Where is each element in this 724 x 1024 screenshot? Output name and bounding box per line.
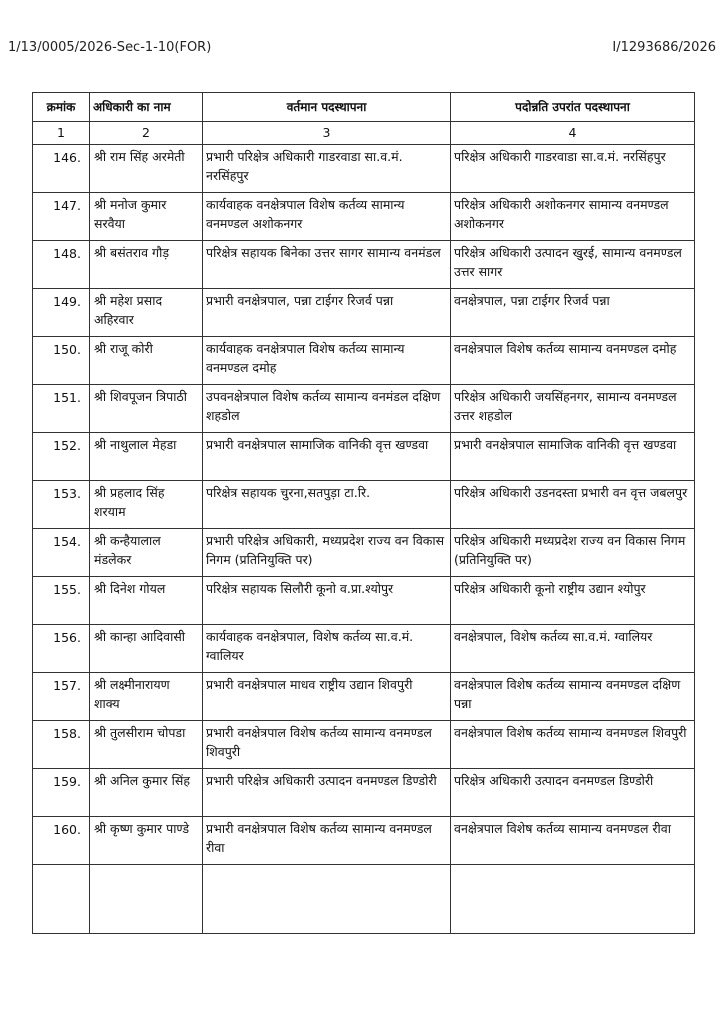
promoted-posting-cell: वनक्षेत्रपाल विशेष कर्तव्य सामान्य वनमण्डल दमोह — [451, 337, 695, 385]
col-number: 1 — [33, 122, 90, 145]
promotion-table — [32, 92, 695, 934]
serial-cell: 156. — [33, 625, 90, 673]
officer-name-cell: श्री तुलसीराम चोपडा — [90, 721, 203, 769]
officer-name-cell: श्री अनिल कुमार सिंह — [90, 769, 203, 817]
serial-cell: 158. — [33, 721, 90, 769]
table-row — [33, 385, 695, 433]
serial-cell: 157. — [33, 673, 90, 721]
serial-cell: 159. — [33, 769, 90, 817]
current-posting-cell: परिक्षेत्र सहायक बिनेका उत्तर सागर सामान्य वनमंडल — [203, 241, 451, 289]
current-posting-cell: प्रभारी वनक्षेत्रपाल विशेष कर्तव्य सामान्य वनमण्डल रीवा — [203, 817, 451, 865]
promoted-posting-cell: परिक्षेत्र अधिकारी मध्यप्रदेश राज्य वन विकास निगम (प्रतिनियुक्ति पर) — [451, 529, 695, 577]
officer-name-cell: श्री महेश प्रसाद अहिरवार — [90, 289, 203, 337]
current-posting-cell: प्रभारी परिक्षेत्र अधिकारी उत्पादन वनमण्डल डिण्डोरी — [203, 769, 451, 817]
table-row — [33, 337, 695, 385]
promoted-posting-cell: परिक्षेत्र अधिकारी अशोकनगर सामान्य वनमण्डल अशोकनगर — [451, 193, 695, 241]
table-row — [33, 817, 695, 865]
current-posting-cell: कार्यवाहक वनक्षेत्रपाल विशेष कर्तव्य सामान्य वनमण्डल अशोकनगर — [203, 193, 451, 241]
col-header-current-posting: वर्तमान पदस्थापना — [203, 93, 451, 122]
col-header-name: अधिकारी का नाम — [90, 93, 203, 122]
document-reference: I/1293686/2026 — [612, 40, 716, 55]
table-row — [33, 577, 695, 625]
officer-name-cell: श्री राजू कोरी — [90, 337, 203, 385]
serial-cell: 155. — [33, 577, 90, 625]
officer-name-cell: श्री नाथुलाल मेहडा — [90, 433, 203, 481]
serial-cell: 154. — [33, 529, 90, 577]
col-header-promoted-posting: पदोन्नति उपरांत पदस्थापना — [451, 93, 695, 122]
serial-cell: 148. — [33, 241, 90, 289]
empty-row — [33, 865, 695, 934]
current-posting-cell: प्रभारी वनक्षेत्रपाल माधव राष्ट्रीय उद्यान शिवपुरी — [203, 673, 451, 721]
serial-cell: 152. — [33, 433, 90, 481]
header-row — [33, 93, 695, 122]
promoted-posting-cell: परिक्षेत्र अधिकारी कूनो राष्ट्रीय उद्यान श्योपुर — [451, 577, 695, 625]
current-posting-cell: परिक्षेत्र सहायक चुरना,सतपुड़ा टा.रि. — [203, 481, 451, 529]
column-number-row — [33, 122, 695, 145]
officer-name-cell: श्री दिनेश गोयल — [90, 577, 203, 625]
empty-cell — [33, 865, 90, 934]
officer-name-cell: श्री बसंतराव गौड़ — [90, 241, 203, 289]
table-row — [33, 673, 695, 721]
current-posting-cell: कार्यवाहक वनक्षेत्रपाल, विशेष कर्तव्य सा.व.मं. ग्वालियर — [203, 625, 451, 673]
empty-cell — [203, 865, 451, 934]
serial-cell: 151. — [33, 385, 90, 433]
current-posting-cell: प्रभारी वनक्षेत्रपाल विशेष कर्तव्य सामान्य वनमण्डल शिवपुरी — [203, 721, 451, 769]
col-number: 2 — [90, 122, 203, 145]
promoted-posting-cell: वनक्षेत्रपाल विशेष कर्तव्य सामान्य वनमण्डल दक्षिण पन्ना — [451, 673, 695, 721]
promoted-posting-cell: परिक्षेत्र अधिकारी उडनदस्ता प्रभारी वन वृत्त जबलपुर — [451, 481, 695, 529]
table-row — [33, 241, 695, 289]
officer-name-cell: श्री कान्हा आदिवासी — [90, 625, 203, 673]
promoted-posting-cell: परिक्षेत्र अधिकारी उत्पादन खुरई, सामान्य वनमण्डल उत्तर सागर — [451, 241, 695, 289]
promoted-posting-cell: प्रभारी वनक्षेत्रपाल सामाजिक वानिकी वृत्त खण्डवा — [451, 433, 695, 481]
empty-cell — [451, 865, 695, 934]
current-posting-cell: उपवनक्षेत्रपाल विशेष कर्तव्य सामान्य वनमंडल दक्षिण शहडोल — [203, 385, 451, 433]
col-number: 4 — [451, 122, 695, 145]
table-row — [33, 625, 695, 673]
promoted-posting-cell: परिक्षेत्र अधिकारी उत्पादन वनमण्डल डिण्डोरी — [451, 769, 695, 817]
promoted-posting-cell: वनक्षेत्रपाल, विशेष कर्तव्य सा.व.मं. ग्वालियर — [451, 625, 695, 673]
promoted-posting-cell: परिक्षेत्र अधिकारी गाडरवाडा सा.व.मं. नरसिंहपुर — [451, 145, 695, 193]
serial-cell: 160. — [33, 817, 90, 865]
officer-name-cell: श्री कृष्ण कुमार पाण्डे — [90, 817, 203, 865]
table-row — [33, 769, 695, 817]
promoted-posting-cell: परिक्षेत्र अधिकारी जयसिंहनगर, सामान्य वनमण्डल उत्तर शहडोल — [451, 385, 695, 433]
promoted-posting-cell: वनक्षेत्रपाल, पन्ना टाईगर रिजर्व पन्ना — [451, 289, 695, 337]
table-row — [33, 145, 695, 193]
table-row — [33, 721, 695, 769]
officer-name-cell: श्री शिवपूजन त्रिपाठी — [90, 385, 203, 433]
promoted-posting-cell: वनक्षेत्रपाल विशेष कर्तव्य सामान्य वनमण्डल शिवपुरी — [451, 721, 695, 769]
officer-name-cell: श्री प्रहलाद सिंह शरयाम — [90, 481, 203, 529]
serial-cell: 146. — [33, 145, 90, 193]
current-posting-cell: कार्यवाहक वनक्षेत्रपाल विशेष कर्तव्य सामान्य वनमण्डल दमोह — [203, 337, 451, 385]
officer-name-cell: श्री मनोज कुमार सरवैया — [90, 193, 203, 241]
table-row — [33, 193, 695, 241]
table-row — [33, 529, 695, 577]
current-posting-cell: प्रभारी वनक्षेत्रपाल, पन्ना टाईगर रिजर्व पन्ना — [203, 289, 451, 337]
col-number: 3 — [203, 122, 451, 145]
current-posting-cell: प्रभारी वनक्षेत्रपाल सामाजिक वानिकी वृत्त खण्डवा — [203, 433, 451, 481]
serial-cell: 147. — [33, 193, 90, 241]
promoted-posting-cell: वनक्षेत्रपाल विशेष कर्तव्य सामान्य वनमण्डल रीवा — [451, 817, 695, 865]
serial-cell: 150. — [33, 337, 90, 385]
empty-cell — [90, 865, 203, 934]
table-row — [33, 481, 695, 529]
current-posting-cell: परिक्षेत्र सहायक सिलौरी कूनो व.प्रा.श्योपुर — [203, 577, 451, 625]
table-row — [33, 289, 695, 337]
serial-cell: 149. — [33, 289, 90, 337]
current-posting-cell: प्रभारी परिक्षेत्र अधिकारी गाडरवाडा सा.व.मं. नरसिंहपुर — [203, 145, 451, 193]
officer-name-cell: श्री लक्ष्मीनारायण शाक्य — [90, 673, 203, 721]
table-row — [33, 433, 695, 481]
col-header-serial: क्रमांक — [33, 93, 90, 122]
current-posting-cell: प्रभारी परिक्षेत्र अधिकारी, मध्यप्रदेश राज्य वन विकास निगम (प्रतिनियुक्ति पर) — [203, 529, 451, 577]
file-reference: 1/13/0005/2026-Sec-1-10(FOR) — [8, 40, 212, 55]
officer-name-cell: श्री राम सिंह अरमेती — [90, 145, 203, 193]
serial-cell: 153. — [33, 481, 90, 529]
officer-name-cell: श्री कन्हैयालाल मंडलेकर — [90, 529, 203, 577]
